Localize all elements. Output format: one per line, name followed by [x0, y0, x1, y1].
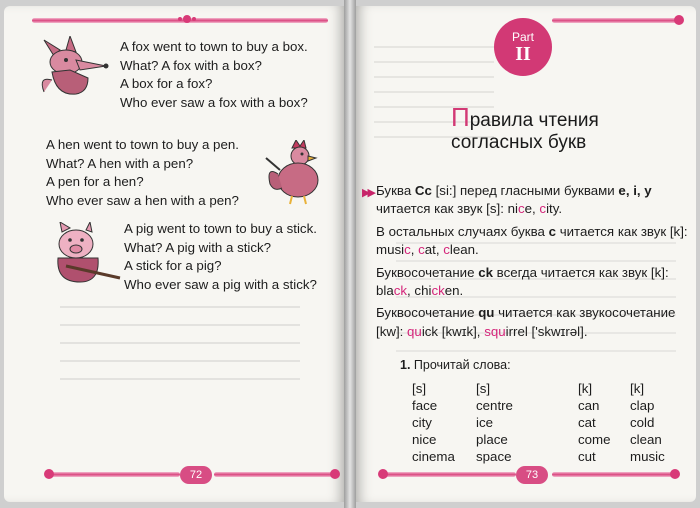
rule-paragraph: ▶▶ Буква Cc [si:] перед гласными буквами e, i, y читается как звук [s]: nice, city. [362, 183, 652, 217]
book-gutter [344, 0, 356, 508]
page-number: 73 [516, 466, 548, 484]
word: face [412, 398, 438, 413]
word: nice [412, 432, 437, 447]
word: clap [630, 398, 655, 413]
left-page [4, 6, 344, 502]
poem-line: What? A pig with a stick? [124, 239, 272, 255]
column-header: [k] [578, 381, 593, 396]
rule-dot [330, 469, 340, 479]
word: city [412, 415, 432, 430]
rule-paragraph: Буквосочетание ck всегда читается как звук [k]: black, chicken. [376, 264, 669, 299]
poem-line: Who ever saw a pig with a stick? [124, 276, 317, 292]
arrow-icon: ▶▶ [362, 187, 373, 199]
right-page [356, 6, 696, 502]
pig-illustration [46, 222, 122, 284]
word-column [412, 380, 455, 465]
poem-hen [46, 136, 239, 210]
column-header: [k] [630, 381, 645, 396]
word: music [630, 449, 665, 464]
section-title [451, 102, 599, 154]
word: cinema [412, 449, 455, 464]
word: cut [578, 449, 596, 464]
column-header: [s] [476, 381, 491, 396]
poem-line: A pen for a hen? [46, 174, 144, 189]
bottom-rule [48, 472, 180, 477]
poem-line: What? A fox with a box? [120, 57, 262, 73]
fox-illustration [36, 36, 114, 98]
word: cat [578, 415, 596, 430]
bottom-rule [552, 472, 674, 477]
poem-line: What? A hen with a pen? [46, 155, 194, 171]
bottom-rule [214, 472, 336, 477]
word-column [578, 380, 611, 465]
part-numeral: II [515, 43, 531, 65]
exercise-number: 1. [400, 358, 411, 372]
poem-line: A hen went to town to buy a pen. [46, 137, 239, 152]
ornament-icon [176, 14, 198, 24]
bleed-through [60, 306, 300, 386]
poem-line: A fox went to town to buy a box. [120, 39, 308, 54]
word: clean [630, 432, 662, 447]
word: ice [476, 415, 493, 430]
rule-dot [378, 469, 388, 479]
part-badge [494, 18, 552, 76]
word: can [578, 398, 600, 413]
poem-pig [124, 220, 317, 294]
exercise-instruction: Прочитай слова: [413, 358, 511, 372]
rule-dot [44, 469, 54, 479]
word: come [578, 432, 611, 447]
poem-line: A box for a fox? [120, 76, 213, 91]
top-rule [552, 18, 678, 23]
word: cold [630, 415, 655, 430]
part-word: Part [511, 30, 534, 44]
word: centre [476, 398, 513, 413]
reading-rules [362, 182, 688, 345]
poem-line: Who ever saw a hen with a pen? [46, 192, 239, 208]
poem-line: A pig went to town to buy a stick. [124, 221, 317, 236]
title-line2: согласных букв [451, 132, 587, 153]
title-line1: равила чтения [469, 110, 599, 131]
rule-dot [674, 15, 684, 25]
word-column [630, 380, 665, 465]
rule-paragraph: В остальных случаях буква c читается как звук [k]: music, cat, clean. [376, 223, 688, 258]
exercise-heading [400, 358, 511, 372]
rule-dot [670, 469, 680, 479]
bottom-rule [384, 472, 516, 477]
poem-line: Who ever saw a fox with a box? [120, 94, 308, 110]
column-header: [s] [412, 381, 427, 396]
title-initial: П [451, 102, 470, 132]
word: place [476, 432, 508, 447]
word: space [476, 449, 512, 464]
poem-line: A stick for a pig? [124, 258, 222, 273]
word-column [476, 380, 513, 465]
poem-fox [120, 38, 308, 112]
page-number: 72 [180, 466, 212, 484]
rule-paragraph: Буквосочетание qu читается как звукосочетание [kw]: quick [kwɪk], squirrel ['skwɪrəl]. [376, 305, 676, 339]
hen-illustration [262, 140, 332, 206]
